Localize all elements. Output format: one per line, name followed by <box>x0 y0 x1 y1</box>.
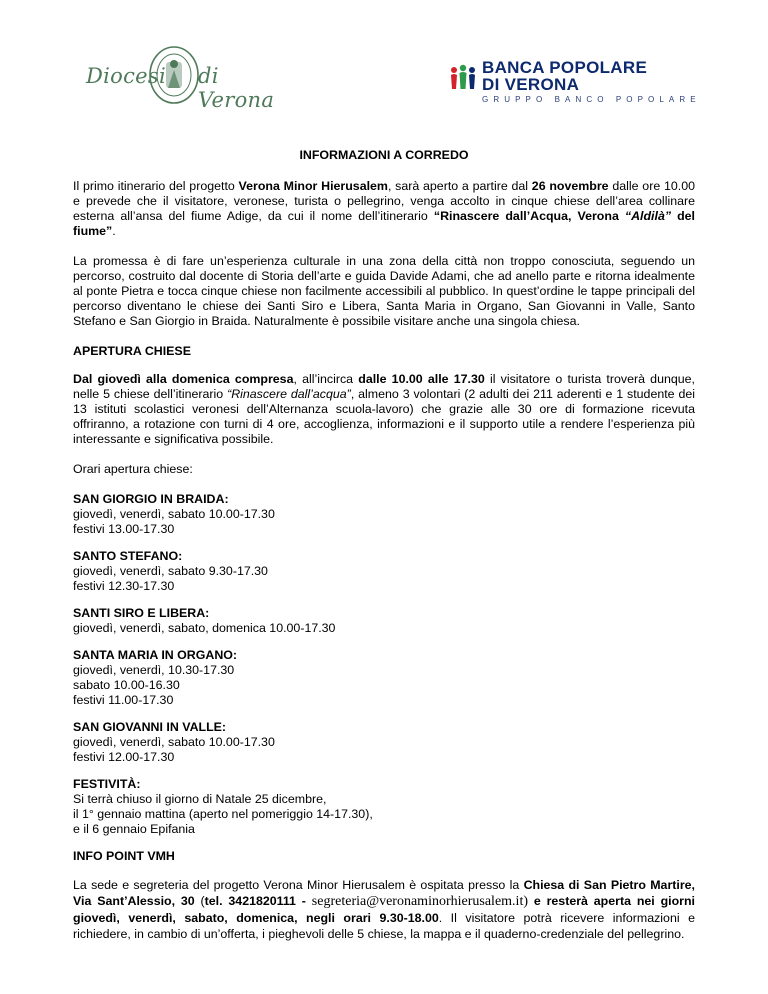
intro-text: , sarà aperto a partire dal <box>387 179 532 193</box>
church-hours: giovedì, venerdì, sabato 10.00-17.30 <box>73 735 275 749</box>
church-name: SANTA MARIA IN ORGANO: <box>73 648 238 662</box>
church-hours: giovedì, venerdì, sabato 9.30-17.30 <box>73 564 268 578</box>
diocesi-logo-word: Diocesi <box>86 64 166 88</box>
festivita-line: e il 6 gennaio Epifania <box>73 822 195 836</box>
apertura-text: , all’incirca <box>293 372 359 386</box>
festivita-heading: FESTIVITÀ: <box>73 777 141 791</box>
diocesi-logo-word: di Verona <box>198 64 275 112</box>
bank-logo <box>448 58 708 102</box>
infopoint-hours: e resterà aperta nei giorni giovedì, venerdì, sabato, domenica, negli orari 9.30-18.00 <box>73 894 695 925</box>
church-hours: festivi 12.30-17.30 <box>73 579 175 593</box>
intro-text: dalle ore 10.00 e prevede che il visitatore, veronese, turista o pellegrino, venga accolto in cinque chiese dell’area collinare esterna all’ansa del fiume Adige, da cui il nome dell’itinerario <box>73 179 695 223</box>
church-hours: festivi 11.00-17.30 <box>73 693 174 707</box>
festivita-block <box>73 777 695 837</box>
church-hours: giovedì, venerdì, sabato, domenica 10.00-17.30 <box>73 621 336 635</box>
infopoint-paragraph <box>73 877 695 942</box>
church-name: SAN GIOVANNI IN VALLE: <box>73 720 227 734</box>
apertura-hours: dalle 10.00 alle 17.30 <box>358 372 485 386</box>
diocesi-logo <box>80 44 280 112</box>
festivita-line: il 1° gennaio mattina (aperto nel pomeriggio 14-17.30), <box>73 807 373 821</box>
infopoint-text: . Il visitatore potrà ricevere informazioni e richiedere, in cambio di un’offerta, i pieghevoli delle 5 chiese, la mappa e il quaderno-credenziale del pellegrino. <box>73 911 695 941</box>
orari-intro: Orari apertura chiese: <box>73 462 193 476</box>
church-hours: festivi 13.00-17.30 <box>73 522 175 536</box>
infopoint-email: segreteria@veronaminorhierusalem.it) <box>311 894 528 909</box>
church-hours: festivi 12.00-17.30 <box>73 750 175 764</box>
bank-group: GRUPPO BANCO POPOLARE <box>482 95 701 104</box>
itinerary-name: del fiume” <box>73 209 696 238</box>
apertura-text: , almeno 3 volontari (2 adulti dei 211 aderenti e 1 studente dei 13 istituti scolastici veronesi dell’Alternanza scuola-lavoro) che grazie alle 30 ore di formazione ricevuta offriranno, a rotazione con turni di 4 ore, accoglienza, informazioni e il supporto utile a rendere l’esperienza più interessante e significativa possibile. <box>73 387 696 446</box>
church-block <box>73 492 695 537</box>
church-hours: sabato 10.00-16.30 <box>73 678 180 692</box>
project-name: Verona Minor Hierusalem <box>238 179 388 193</box>
diocesi-seal-icon <box>146 44 202 106</box>
church-block <box>73 648 695 708</box>
bank-name-line2: DI VERONA <box>482 75 580 94</box>
intro-text: . <box>112 224 116 238</box>
church-name: SANTI SIRO E LIBERA: <box>73 606 210 620</box>
bank-name-line1: BANCA POPOLARE <box>482 58 648 77</box>
infopoint-heading: INFO POINT VMH <box>73 849 175 863</box>
apertura-days: Dal giovedì alla domenica compresa <box>73 372 294 386</box>
church-block <box>73 549 695 594</box>
church-hours: giovedì, venerdì, 10.30-17.30 <box>73 663 235 677</box>
document-title: INFORMAZIONI A CORREDO <box>299 148 469 162</box>
start-date: 26 novembre <box>531 179 609 193</box>
itinerary-name: “Rinascere dall’Acqua, Verona <box>433 209 625 223</box>
promise-paragraph: La promessa è di fare un’esperienza culturale in una zona della città non troppo conosciuta, seguendo un percorso, costruito dal docente di Storia dell’arte e guida Davide Adami, che ad anello parte e ritorna idealmente al ponte Pietra e tocca cinque chiese non facilmente accessibili al pubblico. In quest’ordine le tappe principali del percorso diventano le chiese dei Santi Siro e Libera, Santa Maria in Organo, San Giovanni in Valle, Santo Stefano e San Giorgio in Braida. Naturalmente è possibile visitare anche una singola chiesa. <box>73 254 695 328</box>
document-body <box>73 148 695 957</box>
church-name: SANTO STEFANO: <box>73 549 183 563</box>
itinerary-name: “Aldilà” <box>624 209 672 223</box>
infopoint-phone: tel. 3421820111 - <box>204 894 312 908</box>
intro-text: Il primo itinerario del progetto <box>73 179 239 193</box>
apertura-heading: APERTURA CHIESE <box>73 344 191 358</box>
festivita-line: Si terrà chiuso il giorno di Natale 25 dicembre, <box>73 792 327 806</box>
church-hours: giovedì, venerdì, sabato 10.00-17.30 <box>73 507 275 521</box>
church-name: SAN GIORGIO IN BRAIDA: <box>73 492 229 506</box>
infopoint-text: ( <box>194 894 205 908</box>
church-block <box>73 606 695 636</box>
church-schedule <box>73 492 695 837</box>
church-block <box>73 720 695 765</box>
infopoint-text: La sede e segreteria del progetto Verona Minor Hierusalem è ospitata presso la <box>73 878 524 892</box>
apertura-paragraph <box>73 372 695 447</box>
apertura-text: il visitatore o turista troverà dunque, nelle 5 chiese dell’itinerario <box>73 372 695 401</box>
bank-people-icon <box>448 62 480 92</box>
itinerary-name: “Rinascere dall’acqua” <box>227 387 351 401</box>
infopoint-address: Chiesa di San Pietro Martire, Via Sant’Alessio, 30 <box>73 878 695 908</box>
intro-paragraph <box>73 179 695 239</box>
